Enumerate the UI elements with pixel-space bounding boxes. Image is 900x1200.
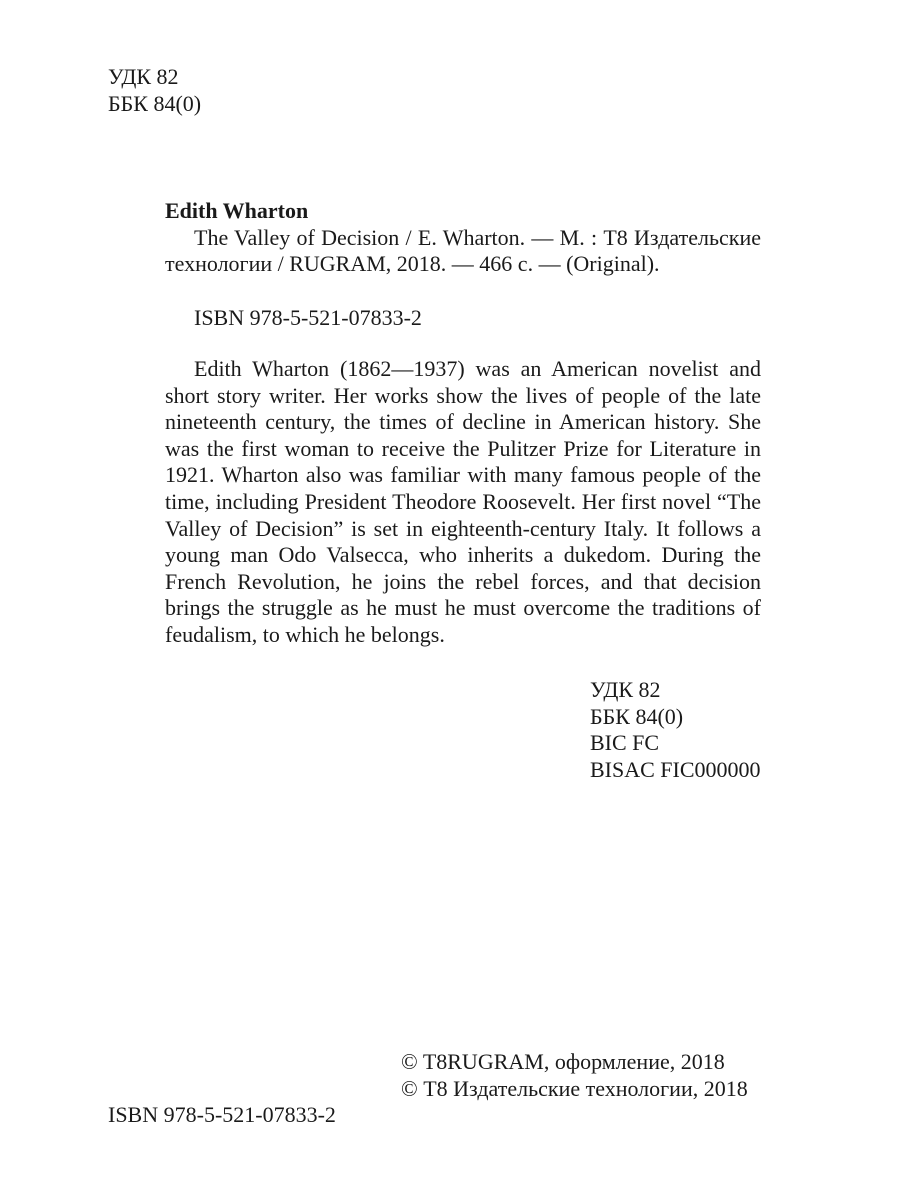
- top-classification-codes: [108, 64, 201, 117]
- bbk-code-right: ББК 84(0): [590, 703, 684, 729]
- annotation-paragraph: Edith Wharton (1862—1937) was an American novelist and short story writer. Her works show the lives of people of the late nineteenth century, the times of decline in American history. She was the first woman to receive the Pulitzer Prize for Literature in 1921. Wharton also was familiar with many famous people of the time, including President Theodore Roosevelt. Her first novel “The Valley of Decision” is set in eighteenth-century Italy. It follows a young man Odo Valsecca, who inherits a dukedom. During the French Revolution, he joins the rebel forces, and that decision brings the struggle as he must he must overcome the traditions of feudalism, to which he belongs.: [165, 356, 761, 647]
- bisac-code: BISAC FIC000000: [590, 756, 761, 782]
- bottom-isbn: ISBN 978-5-521-07833-2: [108, 1102, 336, 1127]
- copyright-block: [401, 1049, 748, 1102]
- classification-codes-block: [590, 677, 761, 783]
- bibliographic-record: [165, 198, 761, 278]
- bbk-code: ББК 84(0): [108, 90, 202, 116]
- copyright-design: © T8RUGRAM, оформление, 2018: [401, 1049, 725, 1074]
- bic-code: BIC FC: [590, 730, 660, 756]
- udk-code: УДК 82: [108, 64, 179, 89]
- copyright-publisher: © Т8 Издательские технологии, 2018: [401, 1075, 748, 1101]
- record-isbn: ISBN 978-5-521-07833-2: [194, 305, 422, 330]
- author-name: Edith Wharton: [165, 198, 309, 223]
- bibliographic-description: The Valley of Decision / E. Wharton. — М. : Т8 Издательские технологии / RUGRAM, 2018. — 466 с. — (Original).: [165, 224, 761, 277]
- udk-code-right: УДК 82: [590, 677, 661, 702]
